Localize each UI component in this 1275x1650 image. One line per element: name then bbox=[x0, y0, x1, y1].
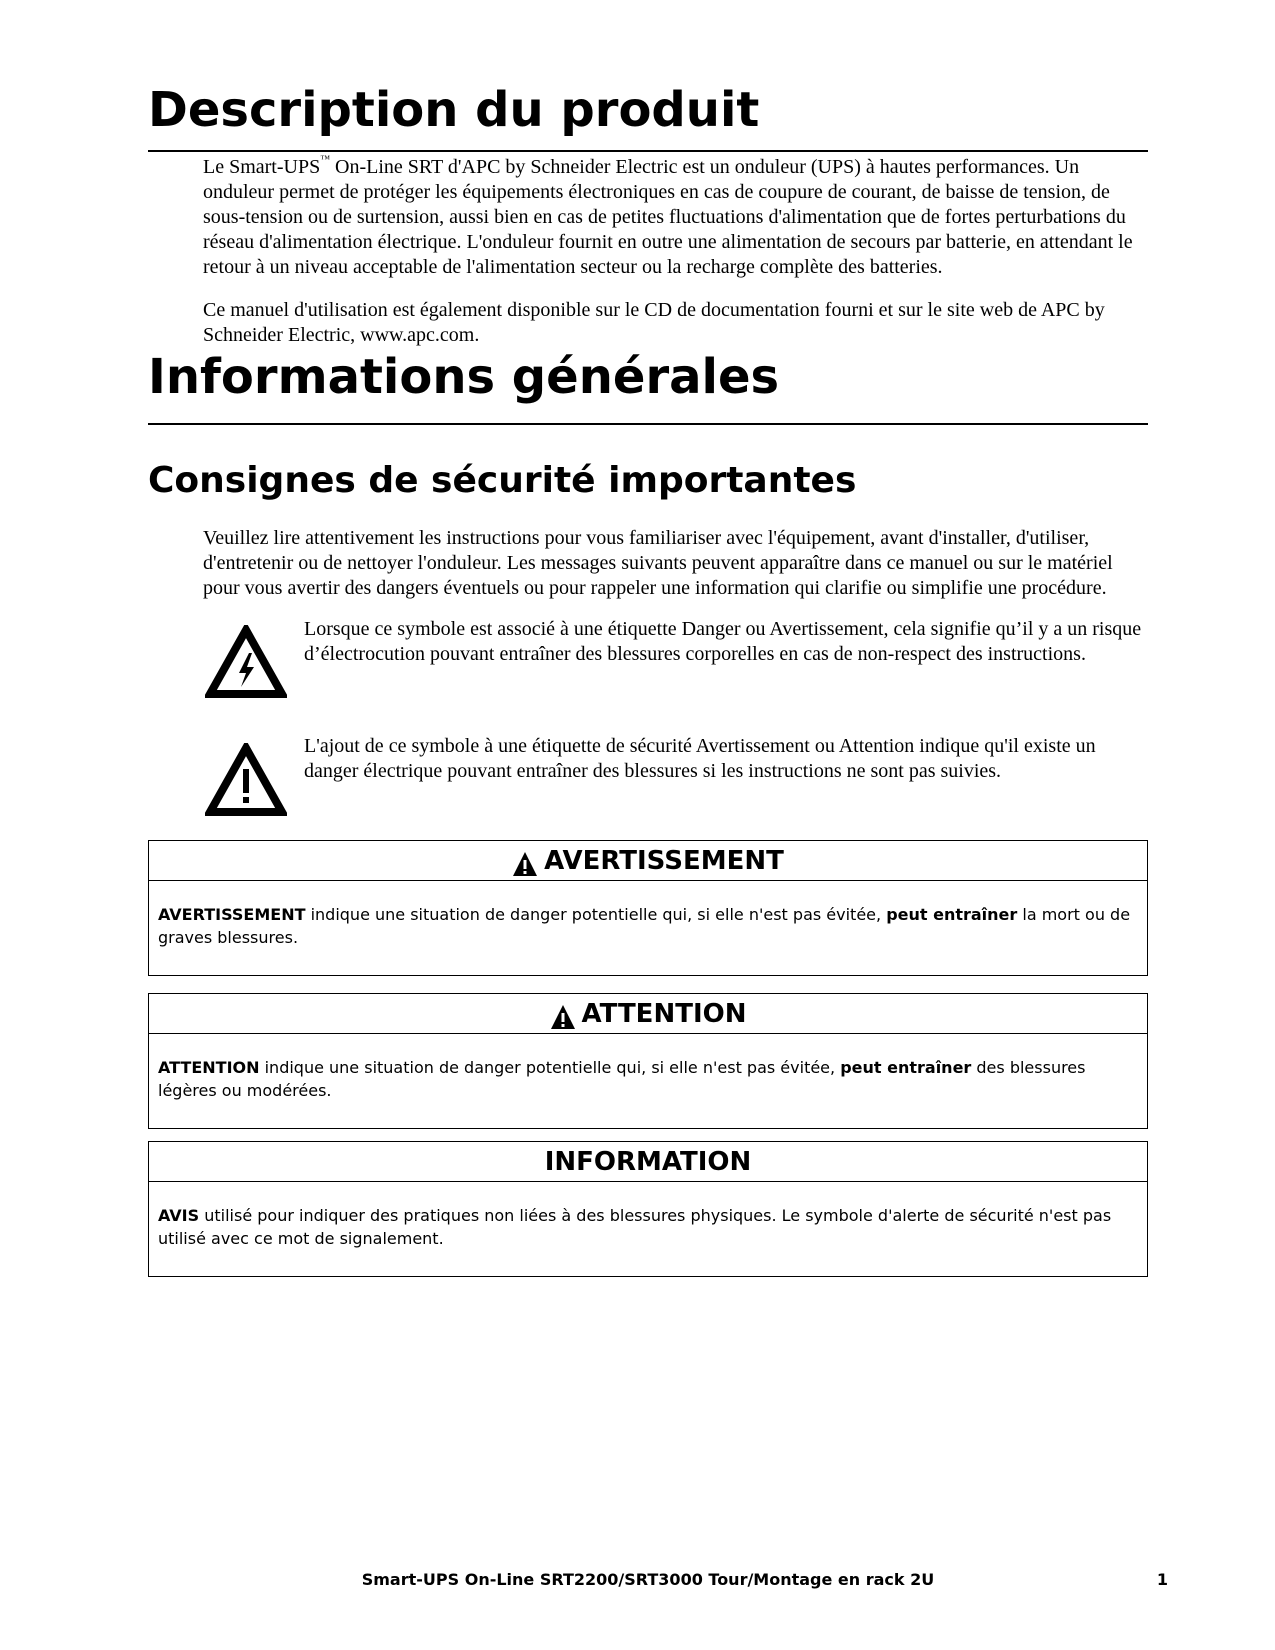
manual-availability-paragraph: Ce manuel d'utilisation est également disponible sur le CD de documentation fourni et sur le site web de APC by Schneider Electric, www.apc.com. bbox=[203, 299, 1105, 346]
caution-box-body bbox=[149, 1034, 1147, 1102]
warning-box bbox=[148, 840, 1148, 976]
notice-heading: INFORMATION bbox=[544, 1146, 752, 1177]
caution-lead: ATTENTION bbox=[158, 1058, 260, 1077]
para1-start: Le Smart-UPS bbox=[203, 156, 321, 178]
notice-box-header bbox=[149, 1142, 1147, 1182]
caution-mid: indique une situation de danger potentielle qui, si elle n'est pas évitée, bbox=[259, 1058, 841, 1077]
notice-rest: utilisé pour indiquer des pratiques non liées à des blessures physiques. Le symbole d'alerte de sécurité n'est pas utilisé avec ce mot de signalement. bbox=[158, 1206, 1112, 1248]
trademark-sign: ™ bbox=[320, 154, 331, 165]
section-rule bbox=[148, 423, 1148, 425]
exclamation-warning-icon bbox=[205, 743, 287, 817]
caution-bold: peut entraîner bbox=[840, 1058, 972, 1077]
warning-bold: peut entraîner bbox=[886, 905, 1018, 924]
caution-end: des blessures légères ou modérées. bbox=[158, 1058, 1086, 1100]
warning-alert-icon bbox=[512, 851, 538, 877]
notice-lead: AVIS bbox=[158, 1206, 200, 1225]
caution-heading: ATTENTION bbox=[581, 998, 747, 1029]
footer-title: Smart-UPS On-Line SRT2200/SRT3000 Tour/Montage en rack 2U bbox=[361, 1570, 935, 1589]
warning-mid: indique une situation de danger potentielle qui, si elle n'est pas évitée, bbox=[305, 905, 887, 924]
warning-lead: AVERTISSEMENT bbox=[158, 905, 306, 924]
title-rule bbox=[148, 150, 1148, 152]
page-title: Description du produit bbox=[148, 82, 760, 138]
exclamation-warning-text: L'ajout de ce symbole à une étiquette de sécurité Avertissement ou Attention indique qu'il existe un danger électrique pouvant entraîner des blessures si les instructions ne sont pas suivies. bbox=[304, 735, 1096, 782]
section-title: Informations générales bbox=[148, 349, 780, 405]
safety-intro-paragraph: Veuillez lire attentivement les instructions pour vous familiariser avec l'équipement, avant d'installer, d'utiliser, d'entretenir ou de nettoyer l'onduleur. Les messages suivants peuvent apparaître dans ce manuel ou sur le matériel pour vous avertir des dangers éventuels ou pour rappeler une information qui clarifie ou simplifie une procédure. bbox=[203, 527, 1113, 599]
para1-rest: On-Line SRT d'APC by Schneider Electric est un onduleur (UPS) à hautes performances. Un onduleur permet de protéger les équipements électroniques en cas de coupure de courant, de baisse de tension, de sous-tension ou de surtension, aussi bien en cas de petites fluctuations d'alimentation que de fortes perturbations du réseau d'alimentation électrique. L'onduleur fournit en outre une alimentation de secours par batterie, en attendant le retour à un niveau acceptable de l'alimentation secteur ou la recharge complète des batteries. bbox=[203, 156, 1133, 278]
page-number: 1 bbox=[1156, 1570, 1168, 1589]
warning-box-header bbox=[149, 841, 1147, 881]
warning-box-body bbox=[149, 881, 1147, 949]
caution-box-header bbox=[149, 994, 1147, 1034]
electric-hazard-text: Lorsque ce symbole est associé à une étiquette Danger ou Avertissement, cela signifie qu’il y a un risque d’électrocution pouvant entraîner des blessures corporelles en cas de non-respect des instructions. bbox=[304, 618, 1142, 665]
notice-box-body bbox=[149, 1182, 1147, 1250]
notice-box bbox=[148, 1141, 1148, 1277]
electric-hazard-icon bbox=[205, 625, 287, 699]
product-description-paragraph bbox=[203, 155, 1148, 280]
safety-subtitle: Consignes de sécurité importantes bbox=[148, 460, 857, 501]
caution-alert-icon bbox=[550, 1004, 576, 1030]
caution-box bbox=[148, 993, 1148, 1129]
warning-end: la mort ou de graves blessures. bbox=[158, 905, 1131, 947]
warning-heading: AVERTISSEMENT bbox=[544, 845, 784, 876]
